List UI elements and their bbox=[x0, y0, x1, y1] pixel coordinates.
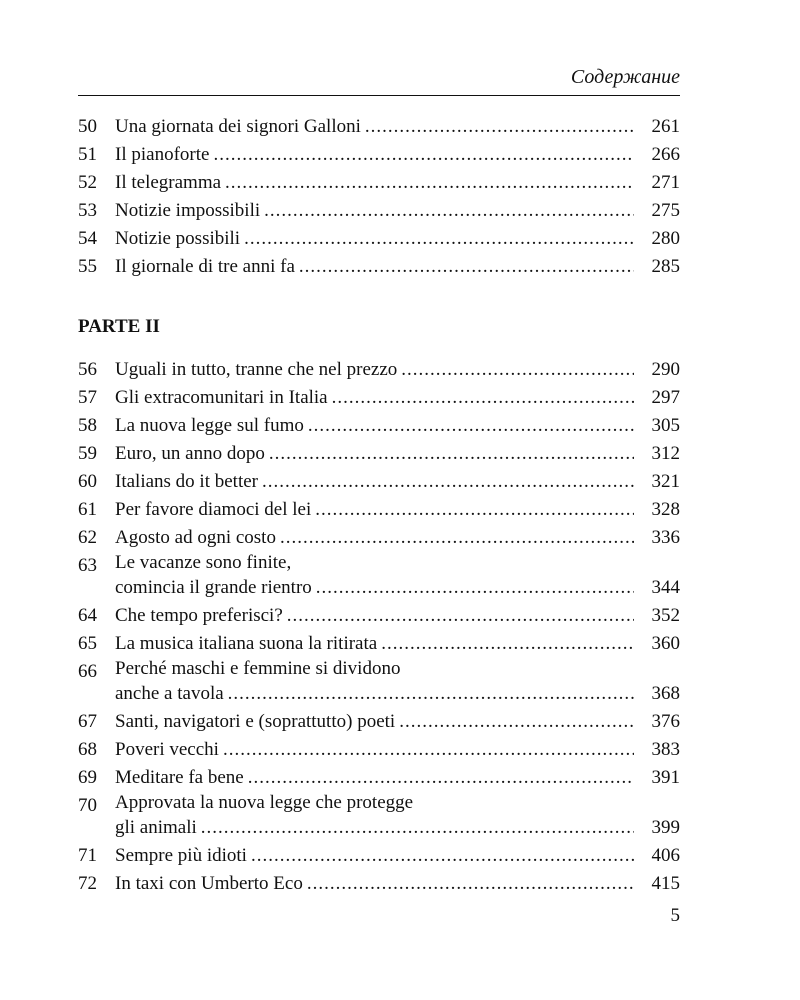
entry-page-number: 297 bbox=[651, 387, 680, 408]
entry-title: Notizie impossibili bbox=[115, 200, 261, 221]
dot-leader bbox=[262, 468, 634, 496]
entry-page-number: 261 bbox=[651, 116, 680, 137]
entry-title: Meditare fa bene bbox=[115, 767, 244, 788]
entry-number: 70 bbox=[78, 795, 97, 816]
dot-leader bbox=[201, 814, 634, 842]
entry-number: 57 bbox=[78, 387, 97, 408]
entry-number: 51 bbox=[78, 144, 97, 165]
toc-part-1 bbox=[78, 113, 680, 281]
toc-entry[interactable] bbox=[78, 169, 680, 197]
entry-title: comincia il grande rientro bbox=[115, 577, 312, 598]
entry-page-number: 285 bbox=[651, 256, 680, 277]
dot-leader bbox=[399, 708, 634, 736]
entry-title: La musica italiana suona la ritirata bbox=[115, 633, 378, 654]
dot-leader bbox=[269, 440, 634, 468]
toc-entry[interactable] bbox=[78, 792, 680, 842]
entry-page-number: 321 bbox=[651, 471, 680, 492]
header-rule bbox=[78, 95, 680, 96]
entry-page-number: 312 bbox=[651, 443, 680, 464]
dot-leader bbox=[299, 253, 634, 281]
toc-entry[interactable] bbox=[78, 496, 680, 524]
entry-page-number: 399 bbox=[651, 817, 680, 838]
entry-title: Il telegramma bbox=[115, 172, 222, 193]
entry-number: 68 bbox=[78, 739, 97, 760]
entry-title: Notizie possibili bbox=[115, 228, 241, 249]
toc-entry[interactable] bbox=[78, 225, 680, 253]
dot-leader bbox=[308, 412, 634, 440]
dot-leader bbox=[280, 524, 634, 552]
dot-leader bbox=[264, 197, 634, 225]
entry-number: 59 bbox=[78, 443, 97, 464]
entry-number: 52 bbox=[78, 172, 97, 193]
toc-entry[interactable] bbox=[78, 524, 680, 552]
toc-entry[interactable] bbox=[78, 141, 680, 169]
dot-leader bbox=[365, 113, 634, 141]
entry-title: Il pianoforte bbox=[115, 144, 210, 165]
toc-part-2 bbox=[78, 356, 680, 898]
toc-entry[interactable] bbox=[78, 468, 680, 496]
toc-entry[interactable] bbox=[78, 764, 680, 792]
entry-page-number: 383 bbox=[651, 739, 680, 760]
entry-page-number: 415 bbox=[651, 873, 680, 894]
toc-entry[interactable] bbox=[78, 658, 680, 708]
entry-page-number: 328 bbox=[651, 499, 680, 520]
entry-number: 53 bbox=[78, 200, 97, 221]
toc-entry[interactable] bbox=[78, 602, 680, 630]
entry-title: Sempre più idioti bbox=[115, 845, 247, 866]
entry-number: 58 bbox=[78, 415, 97, 436]
entry-title-line-1: Le vacanze sono finite, bbox=[115, 552, 292, 573]
entry-title: La nuova legge sul fumo bbox=[115, 415, 304, 436]
section-heading: PARTE II bbox=[78, 316, 160, 337]
entry-title: Gli extracomunitari in Italia bbox=[115, 387, 328, 408]
toc-entry[interactable] bbox=[78, 870, 680, 898]
entry-page-number: 266 bbox=[651, 144, 680, 165]
entry-title: Il giornale di tre anni fa bbox=[115, 256, 295, 277]
page-number: 5 bbox=[670, 905, 680, 926]
toc-entry[interactable] bbox=[78, 356, 680, 384]
entry-number: 60 bbox=[78, 471, 97, 492]
entry-number: 67 bbox=[78, 711, 97, 732]
entry-page-number: 368 bbox=[651, 683, 680, 704]
entry-number: 54 bbox=[78, 228, 97, 249]
dot-leader bbox=[381, 630, 634, 658]
dot-leader bbox=[228, 680, 634, 708]
toc-entry[interactable] bbox=[78, 736, 680, 764]
entry-title: Italians do it better bbox=[115, 471, 258, 492]
entry-number: 66 bbox=[78, 661, 97, 682]
entry-title: In taxi con Umberto Eco bbox=[115, 873, 303, 894]
entry-page-number: 360 bbox=[651, 633, 680, 654]
toc-entry[interactable] bbox=[78, 842, 680, 870]
dot-leader bbox=[223, 736, 634, 764]
entry-title: Agosto ad ogni costo bbox=[115, 527, 276, 548]
entry-title: Euro, un anno dopo bbox=[115, 443, 265, 464]
toc-entry[interactable] bbox=[78, 708, 680, 736]
toc-entry[interactable] bbox=[78, 113, 680, 141]
entry-page-number: 344 bbox=[651, 577, 680, 598]
entry-title: Poveri vecchi bbox=[115, 739, 219, 760]
entry-page-number: 305 bbox=[651, 415, 680, 436]
entry-number: 63 bbox=[78, 555, 97, 576]
dot-leader bbox=[248, 764, 634, 792]
dot-leader bbox=[401, 356, 634, 384]
toc-entry[interactable] bbox=[78, 384, 680, 412]
toc-page bbox=[78, 0, 680, 1000]
entry-number: 64 bbox=[78, 605, 97, 626]
toc-entry[interactable] bbox=[78, 412, 680, 440]
entry-number: 65 bbox=[78, 633, 97, 654]
entry-title: Che tempo preferisci? bbox=[115, 605, 283, 626]
entry-number: 71 bbox=[78, 845, 97, 866]
toc-entry[interactable] bbox=[78, 440, 680, 468]
dot-leader bbox=[316, 574, 634, 602]
entry-number: 50 bbox=[78, 116, 97, 137]
entry-title: Una giornata dei signori Galloni bbox=[115, 116, 361, 137]
entry-title: Uguali in tutto, tranne che nel prezzo bbox=[115, 359, 398, 380]
dot-leader bbox=[244, 225, 634, 253]
dot-leader bbox=[332, 384, 634, 412]
entry-page-number: 376 bbox=[651, 711, 680, 732]
entry-title-line-1: Approvata la nuova legge che protegge bbox=[115, 792, 414, 813]
entry-number: 62 bbox=[78, 527, 97, 548]
running-head: Содержание bbox=[570, 66, 680, 88]
entry-page-number: 406 bbox=[651, 845, 680, 866]
entry-title: anche a tavola bbox=[115, 683, 224, 704]
entry-number: 56 bbox=[78, 359, 97, 380]
entry-title: Per favore diamoci del lei bbox=[115, 499, 312, 520]
entry-page-number: 275 bbox=[651, 200, 680, 221]
toc-entry[interactable] bbox=[78, 552, 680, 602]
entry-page-number: 352 bbox=[651, 605, 680, 626]
entry-number: 72 bbox=[78, 873, 97, 894]
entry-title-line-1: Perché maschi e femmine si dividono bbox=[115, 658, 401, 679]
entry-number: 55 bbox=[78, 256, 97, 277]
entry-page-number: 280 bbox=[651, 228, 680, 249]
dot-leader bbox=[251, 842, 634, 870]
dot-leader bbox=[213, 141, 634, 169]
entry-page-number: 336 bbox=[651, 527, 680, 548]
entry-page-number: 271 bbox=[651, 172, 680, 193]
dot-leader bbox=[315, 496, 634, 524]
toc-entry[interactable] bbox=[78, 253, 680, 281]
entry-title: Santi, navigatori e (soprattutto) poeti bbox=[115, 711, 396, 732]
dot-leader bbox=[287, 602, 634, 630]
dot-leader bbox=[307, 870, 634, 898]
toc-entry[interactable] bbox=[78, 197, 680, 225]
entry-title: gli animali bbox=[115, 817, 197, 838]
entry-page-number: 391 bbox=[651, 767, 680, 788]
entry-number: 61 bbox=[78, 499, 97, 520]
dot-leader bbox=[225, 169, 634, 197]
entry-page-number: 290 bbox=[651, 359, 680, 380]
toc-entry[interactable] bbox=[78, 630, 680, 658]
entry-number: 69 bbox=[78, 767, 97, 788]
